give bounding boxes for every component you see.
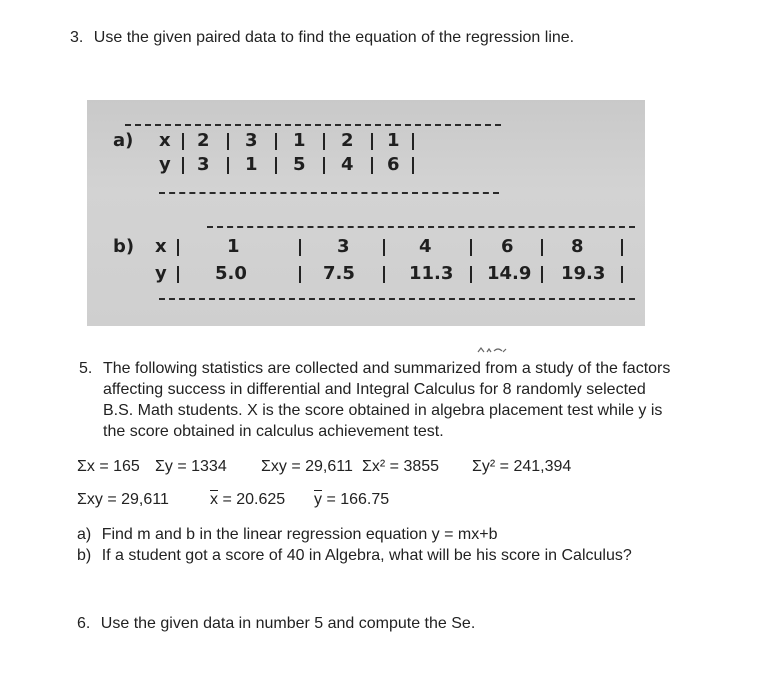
stat-mean-y <box>314 489 389 510</box>
dashed-rule <box>159 192 499 194</box>
question-5-part-a <box>77 524 497 545</box>
dashed-rule <box>207 226 635 228</box>
question-5-line: the score obtained in calculus achievement test. <box>103 423 444 440</box>
part-label: a) <box>77 526 92 543</box>
question-3 <box>70 27 574 48</box>
stat-sum-x: Σx = 165 <box>77 458 140 475</box>
table-divider <box>541 239 543 256</box>
part-a-label: a) <box>113 130 134 151</box>
table-divider <box>177 239 179 256</box>
a-x-cell: 2 <box>341 130 354 151</box>
scribble-mark <box>476 346 508 354</box>
question-5-part-b <box>77 545 632 566</box>
a-y-cell: 5 <box>293 154 306 175</box>
table-divider <box>182 133 184 150</box>
a-x-cell: 1 <box>387 130 400 151</box>
b-x-cell: 8 <box>571 236 584 257</box>
a-x-cell: 3 <box>245 130 258 151</box>
data-table-photo <box>87 100 645 326</box>
b-y-cell: 7.5 <box>323 263 355 284</box>
stat-sum-xy-repeat: Σxy = 29,611 <box>77 491 169 508</box>
part-text: If a student got a score of 40 in Algebra, what will be his score in Calculus? <box>101 547 632 564</box>
b-x-cell: 6 <box>501 236 514 257</box>
table-divider <box>412 157 414 174</box>
a-x-cell: 2 <box>197 130 210 151</box>
stat-sum-y2: Σy² = 241,394 <box>472 458 572 475</box>
question-5-number: 5. <box>79 360 93 377</box>
a-y-cell: 3 <box>197 154 210 175</box>
table-divider <box>470 239 472 256</box>
table-divider <box>383 239 385 256</box>
b-y-cell: 14.9 <box>487 263 532 284</box>
part-text: Find m and b in the linear regression equation y = mx+b <box>101 526 498 543</box>
b-y-cell: 11.3 <box>409 263 454 284</box>
table-divider <box>299 239 301 256</box>
question-5-line: affecting success in differential and Integral Calculus for 8 randomly selected <box>103 381 646 398</box>
table-divider <box>541 266 543 283</box>
dashed-rule <box>125 124 501 126</box>
table-divider <box>182 157 184 174</box>
table-divider <box>323 133 325 150</box>
table-divider <box>371 133 373 150</box>
mean-y-value: = 166.75 <box>322 491 390 508</box>
table-divider <box>621 239 623 256</box>
part-label: b) <box>77 547 92 564</box>
stat-sum-xy: Σxy = 29,611 <box>261 458 353 475</box>
b-y-cell: 19.3 <box>561 263 606 284</box>
table-divider <box>275 157 277 174</box>
question-3-text: Use the given paired data to find the equation of the regression line. <box>93 29 575 46</box>
mean-y-symbol: $\overline{y}$ <box>314 491 322 508</box>
stat-sum-x2: Σx² = 3855 <box>362 458 440 475</box>
table-divider <box>621 266 623 283</box>
table-divider <box>383 266 385 283</box>
table-divider <box>412 133 414 150</box>
table-divider <box>299 266 301 283</box>
table-divider <box>227 157 229 174</box>
a-x-cell: 1 <box>293 130 306 151</box>
a-y-cell: 1 <box>245 154 258 175</box>
b-x-cell: 3 <box>337 236 350 257</box>
part-b-x-label: x <box>155 236 167 257</box>
table-divider <box>371 157 373 174</box>
table-divider <box>227 133 229 150</box>
question-3-number: 3. <box>70 29 84 46</box>
question-5-line: B.S. Math students. X is the score obtained in algebra placement test while y is <box>103 402 663 419</box>
part-a-x-label: x <box>159 130 171 151</box>
table-divider <box>470 266 472 283</box>
table-divider <box>323 157 325 174</box>
part-b-label: b) <box>113 236 135 257</box>
question-6-text: Use the given data in number 5 and compute the Se. <box>100 615 476 632</box>
mean-x-value: = 20.625 <box>218 491 286 508</box>
part-b-y-label: y <box>155 263 167 284</box>
dashed-rule <box>159 298 635 300</box>
b-x-cell: 1 <box>227 236 240 257</box>
stat-sum-y: Σy = 1334 <box>155 458 227 475</box>
question-6-number: 6. <box>77 615 91 632</box>
stat-mean-x <box>210 489 285 510</box>
a-y-cell: 6 <box>387 154 400 175</box>
question-6 <box>77 613 475 634</box>
b-x-cell: 4 <box>419 236 432 257</box>
mean-x-symbol: $\overline{x}$ <box>210 491 218 508</box>
table-divider <box>177 266 179 283</box>
question-5-line: The following statistics are collected and summarized from a study of the factors <box>103 360 671 377</box>
table-divider <box>275 133 277 150</box>
b-y-cell: 5.0 <box>215 263 247 284</box>
part-a-y-label: y <box>159 154 171 175</box>
a-y-cell: 4 <box>341 154 354 175</box>
